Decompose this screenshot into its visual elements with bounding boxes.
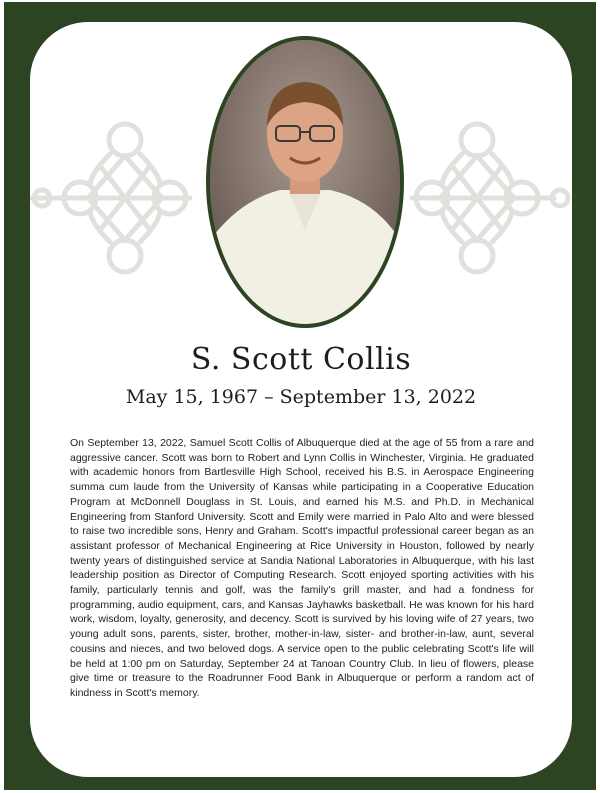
life-dates: May 15, 1967 – September 13, 2022 — [125, 386, 477, 408]
obituary-text: On September 13, 2022, Samuel Scott Collis of Albuquerque died at the age of 55 from a rare and aggressive cancer. Scott was born to Robert and Lynn Collis in Winchester, Virginia. He graduated with academic honors from Bartlesville High School, received his B.S. in Aerospace Engineering summa cum laude from the University of Kansas while participating in a Cooperative Education Program at McDonnell Douglass in St. Louis, and earned his M.S. and Ph.D. in Mechanical Engineering from Stanford University. Scott and Emily were married in Palo Alto and were blessed to raise two incredible sons, Henry and Graham. Scott's impactful professional career began as an assistant professor of Mechanical Engineering at Rice University in Houston, followed by nearly twenty years of distinguished service at Sandia National Laboratories in Albuquerque, with his last leadership position as Director of Computing Research. Scott enjoyed sporting activities with his family, particularly tennis and golf, was the family's grill master, and had a fondness for programming, audio equipment, cars, and Kansas Jayhawks basketball. He was known for his hard work, wisdom, loyalty, generosity, and decency. Scott is survived by his loving wife of 27 years, two young adult sons, parents, sister, brother, mother-in-law, sister- and brother-in-law, aunt, several cousins and nieces, and two beloved dogs. A service open to the public celebrating Scott's life will be held at 1:00 pm on Saturday, September 24 at Tanoan Country Club. In lieu of flowers, please give time or treasure to the Roadrunner Food Bank in Albuquerque or perform a random act of kindness in Scott's memory. — [70, 437, 534, 699]
memorial-card — [30, 22, 572, 777]
celtic-knot-ornament-left — [30, 114, 210, 282]
portrait-photo — [206, 36, 404, 328]
deceased-name: S. Scott Collis — [190, 342, 412, 377]
celtic-knot-ornament-right — [392, 114, 572, 282]
green-border-frame — [4, 2, 596, 790]
